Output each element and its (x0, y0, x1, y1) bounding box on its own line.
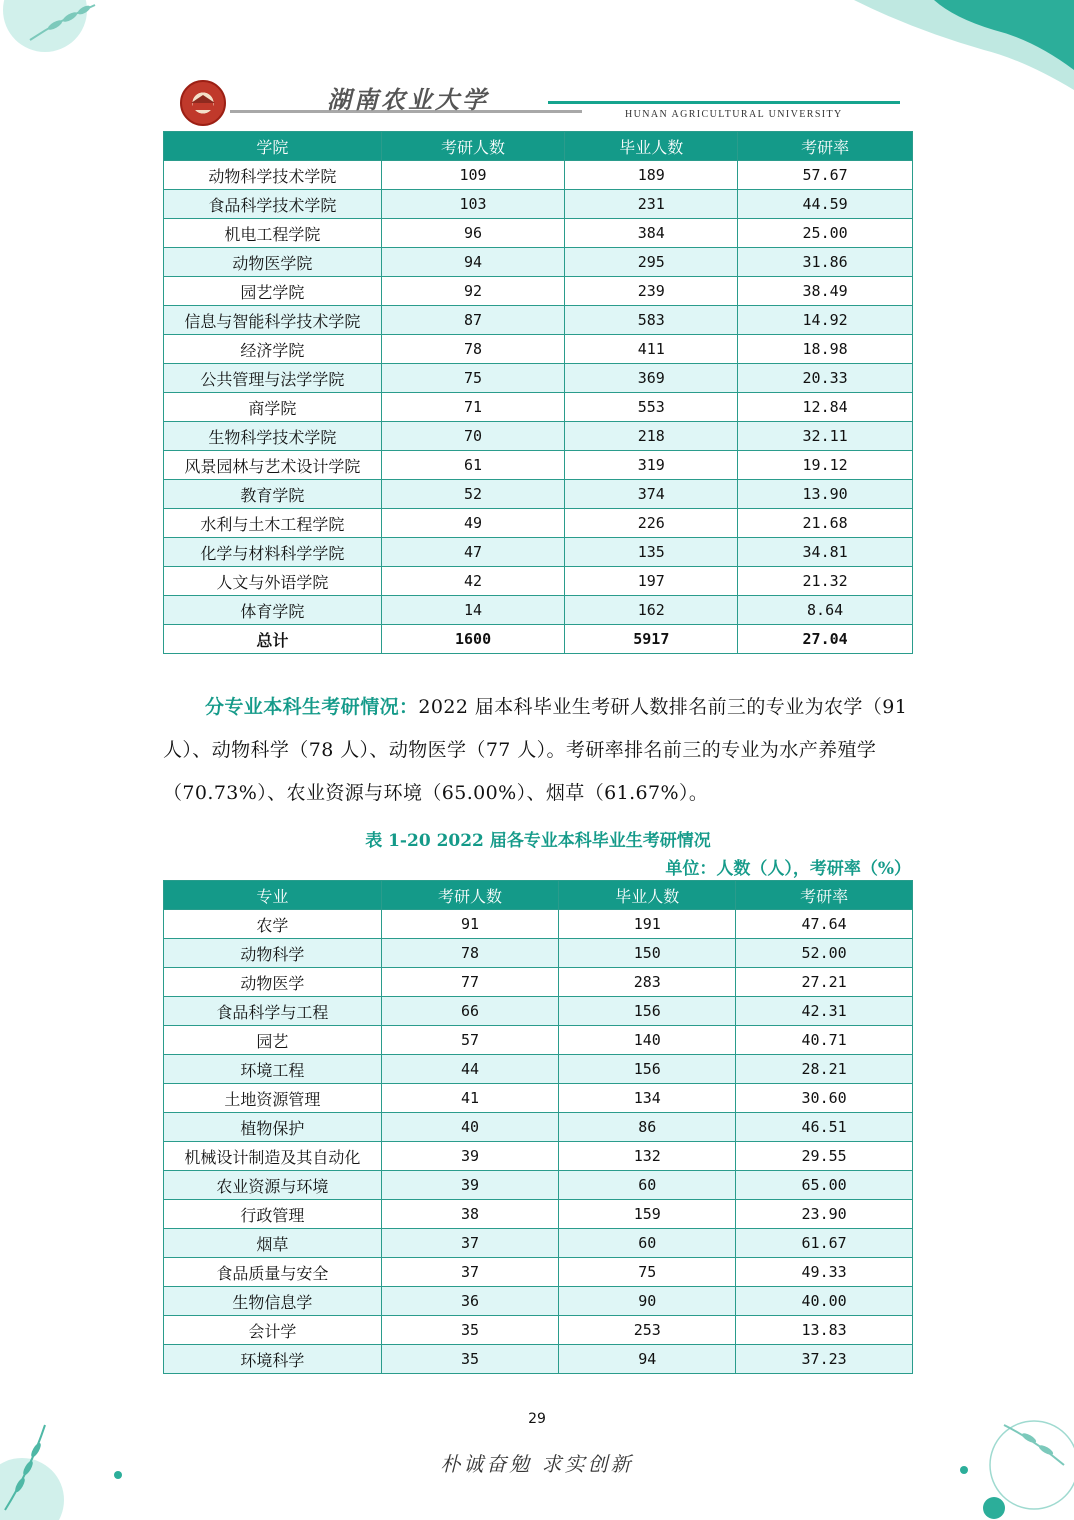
table-row (164, 364, 913, 393)
table-row (164, 1316, 913, 1345)
row-value: 40.00 (736, 1287, 913, 1316)
university-name-en: HUNAN AGRICULTURAL UNIVERSITY (625, 109, 843, 120)
row-label: 机电工程学院 (164, 219, 382, 248)
row-value: 39 (381, 1142, 559, 1171)
table-row (164, 451, 913, 480)
column-header: 考研人数 (381, 881, 559, 910)
row-value: 197 (565, 567, 738, 596)
row-value: 42.31 (736, 997, 913, 1026)
table-row (164, 1142, 913, 1171)
row-value: 12.84 (738, 393, 913, 422)
row-label: 总计 (164, 625, 382, 654)
row-value: 162 (565, 596, 738, 625)
column-header: 考研率 (736, 881, 913, 910)
table-row (164, 277, 913, 306)
row-label: 机械设计制造及其自动化 (164, 1142, 382, 1171)
row-value: 90 (559, 1287, 736, 1316)
column-header: 考研人数 (381, 132, 565, 161)
row-value: 37.23 (736, 1345, 913, 1374)
row-value: 28.21 (736, 1055, 913, 1084)
row-label: 商学院 (164, 393, 382, 422)
row-value: 38.49 (738, 277, 913, 306)
column-header: 毕业人数 (559, 881, 736, 910)
table-row (164, 1026, 913, 1055)
row-value: 52 (381, 480, 565, 509)
row-value: 46.51 (736, 1113, 913, 1142)
row-label: 烟草 (164, 1229, 382, 1258)
table-row (164, 1084, 913, 1113)
table-row (164, 161, 913, 190)
top-right-decoration (854, 0, 1074, 90)
row-label: 生物科学技术学院 (164, 422, 382, 451)
row-value: 39 (381, 1171, 559, 1200)
summary-lead: 分专业本科生考研情况： (205, 696, 419, 718)
table-row (164, 1055, 913, 1084)
header-rule-teal (548, 101, 900, 104)
table-row (164, 509, 913, 538)
row-value: 40.71 (736, 1026, 913, 1055)
row-value: 66 (381, 997, 559, 1026)
summary-body: 2022 届本科毕业生考研人数排名前三的专业为农学（91 人）、动物科学（78 人）、动物医学（77 人）。考研率排名前三的专业为水产养殖学（70.73%）、农业资源与环境（65.00%）、烟草（61.67%）。 (163, 696, 908, 804)
row-value: 20.33 (738, 364, 913, 393)
table-row (164, 393, 913, 422)
column-header: 专业 (164, 881, 382, 910)
row-value: 65.00 (736, 1171, 913, 1200)
row-label: 水利与土木工程学院 (164, 509, 382, 538)
table-row (164, 997, 913, 1026)
college-exam-table (163, 131, 913, 654)
row-value: 36 (381, 1287, 559, 1316)
row-value: 71 (381, 393, 565, 422)
row-value: 44.59 (738, 190, 913, 219)
row-value: 140 (559, 1026, 736, 1055)
row-value: 14.92 (738, 306, 913, 335)
table-row (164, 596, 913, 625)
row-value: 226 (565, 509, 738, 538)
row-value: 13.83 (736, 1316, 913, 1345)
table-row (164, 480, 913, 509)
row-value: 78 (381, 939, 559, 968)
row-label: 动物医学院 (164, 248, 382, 277)
table-row (164, 335, 913, 364)
row-value: 319 (565, 451, 738, 480)
row-value: 191 (559, 910, 736, 939)
row-value: 583 (565, 306, 738, 335)
university-name-cn: 湖南农业大学 (327, 85, 489, 114)
row-value: 21.32 (738, 567, 913, 596)
table-row (164, 1171, 913, 1200)
row-value: 156 (559, 1055, 736, 1084)
row-label: 农业资源与环境 (164, 1171, 382, 1200)
table-row (164, 1200, 913, 1229)
row-value: 35 (381, 1316, 559, 1345)
row-value: 30.60 (736, 1084, 913, 1113)
row-value: 553 (565, 393, 738, 422)
table-header-row (164, 881, 913, 910)
row-value: 61 (381, 451, 565, 480)
row-label: 动物医学 (164, 968, 382, 997)
row-label: 食品科学技术学院 (164, 190, 382, 219)
row-value: 60 (559, 1171, 736, 1200)
column-header: 毕业人数 (565, 132, 738, 161)
column-header: 考研率 (738, 132, 913, 161)
page-header (175, 78, 905, 128)
row-value: 27.21 (736, 968, 913, 997)
row-label: 动物科学 (164, 939, 382, 968)
major-exam-table (163, 880, 913, 1374)
row-label: 信息与智能科学技术学院 (164, 306, 382, 335)
row-value: 42 (381, 567, 565, 596)
row-value: 44 (381, 1055, 559, 1084)
row-label: 植物保护 (164, 1113, 382, 1142)
table-header-row (164, 132, 913, 161)
row-value: 21.68 (738, 509, 913, 538)
row-value: 41 (381, 1084, 559, 1113)
table-unit: 单位：人数（人），考研率（%） (665, 859, 911, 879)
row-label: 动物科学技术学院 (164, 161, 382, 190)
table-row (164, 1113, 913, 1142)
row-value: 47 (381, 538, 565, 567)
table-row (164, 248, 913, 277)
row-value: 132 (559, 1142, 736, 1171)
row-value: 27.04 (738, 625, 913, 654)
row-value: 374 (565, 480, 738, 509)
row-value: 159 (559, 1200, 736, 1229)
row-value: 78 (381, 335, 565, 364)
row-value: 92 (381, 277, 565, 306)
row-value: 5917 (565, 625, 738, 654)
table-row (164, 1258, 913, 1287)
table-row (164, 968, 913, 997)
row-value: 49 (381, 509, 565, 538)
row-value: 384 (565, 219, 738, 248)
row-value: 150 (559, 939, 736, 968)
row-value: 253 (559, 1316, 736, 1345)
row-label: 生物信息学 (164, 1287, 382, 1316)
table-row (164, 422, 913, 451)
row-label: 环境工程 (164, 1055, 382, 1084)
row-label: 行政管理 (164, 1200, 382, 1229)
row-value: 8.64 (738, 596, 913, 625)
table-row (164, 538, 913, 567)
row-value: 32.11 (738, 422, 913, 451)
row-label: 经济学院 (164, 335, 382, 364)
row-value: 23.90 (736, 1200, 913, 1229)
row-value: 94 (559, 1345, 736, 1374)
table-row (164, 1229, 913, 1258)
row-value: 40 (381, 1113, 559, 1142)
row-value: 38 (381, 1200, 559, 1229)
table-row (164, 939, 913, 968)
row-value: 37 (381, 1229, 559, 1258)
row-value: 283 (559, 968, 736, 997)
row-label: 园艺 (164, 1026, 382, 1055)
column-header: 学院 (164, 132, 382, 161)
row-label: 风景园林与艺术设计学院 (164, 451, 382, 480)
major-exam-summary (163, 686, 915, 815)
row-label: 食品科学与工程 (164, 997, 382, 1026)
row-label: 公共管理与法学学院 (164, 364, 382, 393)
row-value: 96 (381, 219, 565, 248)
row-value: 91 (381, 910, 559, 939)
row-value: 134 (559, 1084, 736, 1113)
row-label: 园艺学院 (164, 277, 382, 306)
row-label: 环境科学 (164, 1345, 382, 1374)
row-value: 31.86 (738, 248, 913, 277)
table-row (164, 567, 913, 596)
row-value: 49.33 (736, 1258, 913, 1287)
university-seal-icon (180, 80, 226, 126)
row-value: 19.12 (738, 451, 913, 480)
row-value: 60 (559, 1229, 736, 1258)
row-value: 37 (381, 1258, 559, 1287)
row-value: 47.64 (736, 910, 913, 939)
footer-slogan: 朴诚奋勉 求实创新 (440, 1452, 634, 1476)
row-value: 189 (565, 161, 738, 190)
row-value: 103 (381, 190, 565, 219)
row-value: 25.00 (738, 219, 913, 248)
table-row (164, 1287, 913, 1316)
row-value: 86 (559, 1113, 736, 1142)
row-value: 231 (565, 190, 738, 219)
table-row (164, 910, 913, 939)
row-value: 18.98 (738, 335, 913, 364)
row-value: 87 (381, 306, 565, 335)
row-value: 295 (565, 248, 738, 277)
row-label: 体育学院 (164, 596, 382, 625)
row-value: 70 (381, 422, 565, 451)
row-value: 109 (381, 161, 565, 190)
row-label: 化学与材料科学学院 (164, 538, 382, 567)
row-value: 52.00 (736, 939, 913, 968)
row-value: 1600 (381, 625, 565, 654)
page-number: 29 (528, 1411, 546, 1427)
row-value: 135 (565, 538, 738, 567)
row-value: 75 (381, 364, 565, 393)
row-value: 411 (565, 335, 738, 364)
row-label: 土地资源管理 (164, 1084, 382, 1113)
row-value: 61.67 (736, 1229, 913, 1258)
row-value: 77 (381, 968, 559, 997)
row-value: 57 (381, 1026, 559, 1055)
table-row (164, 190, 913, 219)
row-value: 156 (559, 997, 736, 1026)
row-value: 35 (381, 1345, 559, 1374)
row-value: 218 (565, 422, 738, 451)
table-total-row (164, 625, 913, 654)
table-row (164, 306, 913, 335)
row-value: 14 (381, 596, 565, 625)
row-label: 人文与外语学院 (164, 567, 382, 596)
row-label: 会计学 (164, 1316, 382, 1345)
row-label: 食品质量与安全 (164, 1258, 382, 1287)
table-row (164, 219, 913, 248)
row-value: 94 (381, 248, 565, 277)
table-caption: 表 1-20 2022 届各专业本科毕业生考研情况 (365, 831, 711, 851)
row-label: 教育学院 (164, 480, 382, 509)
row-value: 75 (559, 1258, 736, 1287)
row-value: 13.90 (738, 480, 913, 509)
row-value: 29.55 (736, 1142, 913, 1171)
row-value: 369 (565, 364, 738, 393)
top-left-decoration (0, 0, 110, 60)
row-value: 239 (565, 277, 738, 306)
table-row (164, 1345, 913, 1374)
row-label: 农学 (164, 910, 382, 939)
row-value: 57.67 (738, 161, 913, 190)
row-value: 34.81 (738, 538, 913, 567)
